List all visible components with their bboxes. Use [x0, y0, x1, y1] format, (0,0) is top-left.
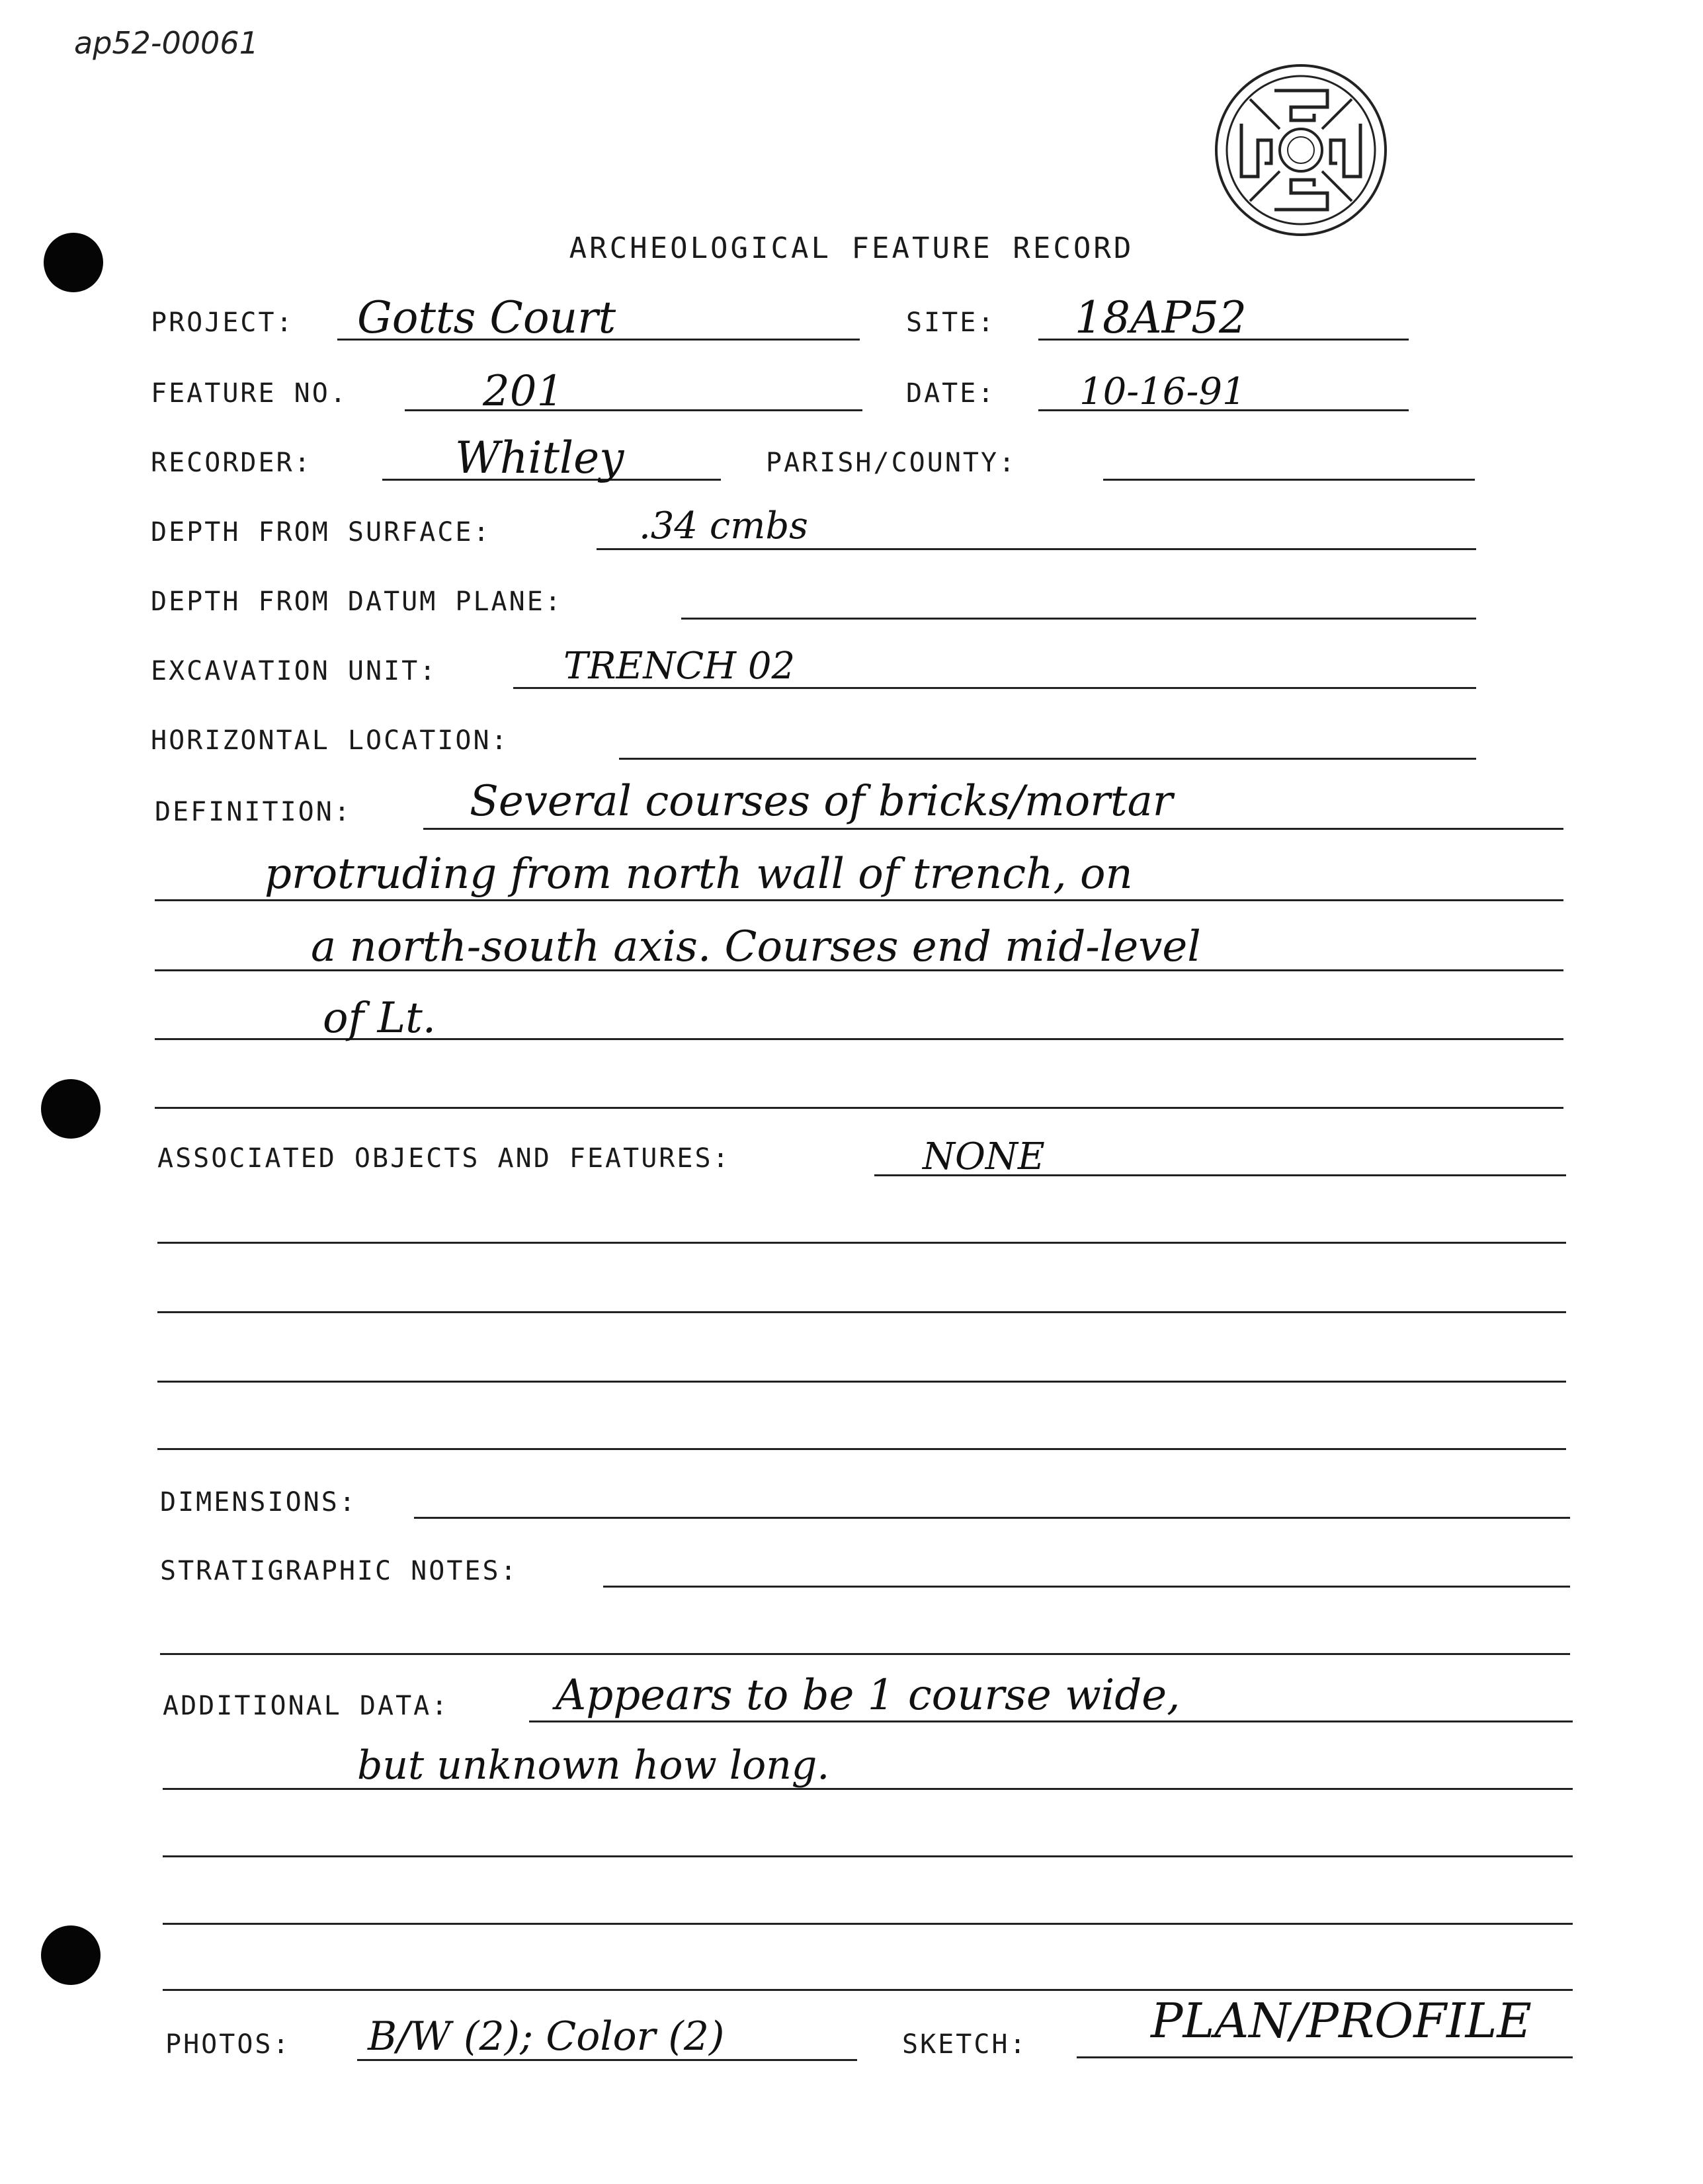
stratigraphic-label: STRATIGRAPHIC NOTES: [160, 1556, 519, 1586]
dimensions-label: DIMENSIONS: [160, 1487, 357, 1517]
definition-line [423, 828, 1563, 830]
sketch-label: SKETCH: [902, 2029, 1028, 2060]
additional-label: ADDITIONAL DATA: [163, 1691, 450, 1721]
binder-hole [41, 1079, 101, 1139]
excavation-unit-value: TRENCH 02 [563, 645, 796, 688]
depth-datum-label: DEPTH FROM DATUM PLANE: [151, 586, 563, 617]
recorder-value: Whitley [455, 432, 624, 483]
horizontal-location-label: HORIZONTAL LOCATION: [151, 725, 509, 756]
sketch-value: PLAN/PROFILE [1151, 1993, 1532, 2048]
site-label: SITE: [906, 307, 996, 338]
depth-datum-line [681, 618, 1476, 620]
photos-value: B/W (2); Color (2) [368, 2013, 725, 2060]
definition-line [155, 1107, 1563, 1109]
additional-text-line-2: but unknown how long. [357, 1742, 830, 1789]
parish-county-label: PARISH/COUNTY: [766, 448, 1017, 478]
date-label: DATE: [906, 378, 996, 409]
sketch-line [1077, 2056, 1573, 2058]
project-label: PROJECT: [151, 307, 294, 338]
parish-county-line [1103, 479, 1475, 481]
feature-no-value: 201 [483, 367, 564, 416]
definition-label: DEFINITION: [155, 797, 352, 827]
additional-text-line-1: Appears to be 1 course wide, [556, 1671, 1181, 1720]
dimensions-line [414, 1517, 1570, 1519]
definition-line [155, 899, 1563, 901]
additional-line [163, 1923, 1573, 1925]
associated-value: NONE [923, 1135, 1045, 1178]
project-value: Gotts Court [357, 292, 616, 343]
excavation-unit-label: EXCAVATION UNIT: [151, 656, 438, 686]
depth-surface-label: DEPTH FROM SURFACE: [151, 517, 491, 547]
associated-line [157, 1448, 1566, 1450]
recorder-label: RECORDER: [151, 448, 312, 478]
document-id-stamp: ap52-00061 [74, 25, 259, 61]
additional-line [529, 1720, 1573, 1722]
site-value: 18AP52 [1075, 292, 1247, 343]
associated-line [157, 1311, 1566, 1313]
depth-surface-line [597, 548, 1476, 550]
date-value: 10-16-91 [1079, 370, 1246, 413]
definition-text-line-4: of Lt. [323, 994, 436, 1043]
associated-line [157, 1381, 1566, 1383]
depth-surface-value: .34 cmbs [639, 505, 808, 547]
definition-text-line-1: Several courses of bricks/mortar [470, 777, 1173, 826]
seal-logo-icon [1212, 61, 1390, 239]
definition-text-line-3: a north-south axis. Courses end mid-level [311, 922, 1201, 971]
binder-hole [41, 1925, 101, 1985]
feature-no-line [405, 409, 862, 411]
stratigraphic-line [160, 1653, 1570, 1655]
feature-no-label: FEATURE NO. [151, 378, 348, 409]
form-title: ARCHEOLOGICAL FEATURE RECORD [569, 231, 1134, 265]
photos-label: PHOTOS: [165, 2029, 291, 2060]
associated-label: ASSOCIATED OBJECTS AND FEATURES: [157, 1143, 731, 1174]
additional-line [163, 1989, 1573, 1991]
horizontal-location-line [619, 758, 1476, 760]
stratigraphic-line [603, 1586, 1570, 1588]
additional-line [163, 1855, 1573, 1857]
associated-line [157, 1242, 1566, 1244]
definition-text-line-2: protruding from north wall of trench, on [265, 850, 1133, 899]
